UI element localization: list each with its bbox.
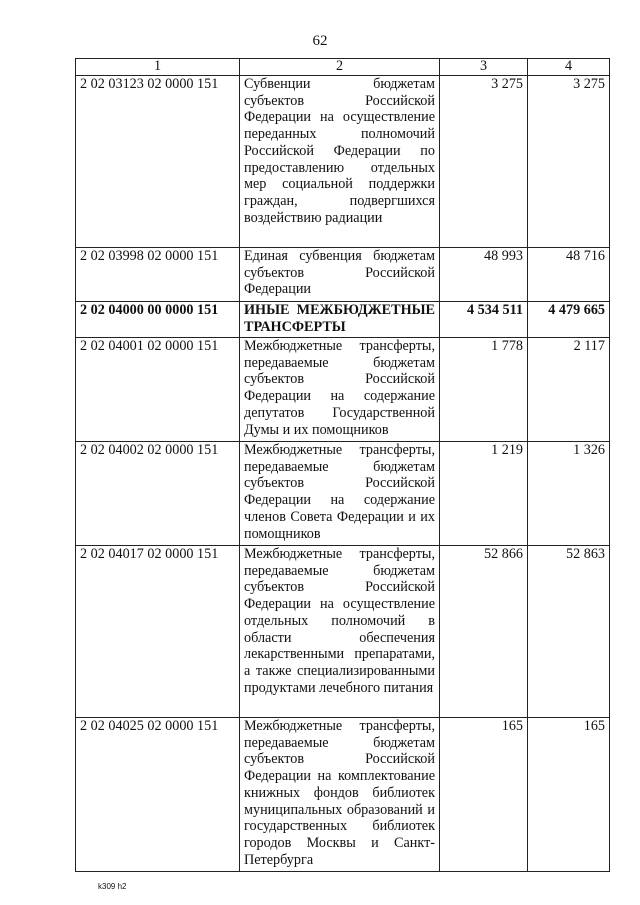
row-value-2: 165 [528,718,610,872]
row-code: 2 02 04002 02 0000 151 [76,442,240,546]
row-value-1: 48 993 [440,248,528,302]
table-row [76,442,610,546]
row-value-2: 52 863 [528,546,610,718]
row-value-2: 2 117 [528,338,610,442]
column-header-3: 3 [440,59,528,76]
row-code: 2 02 04000 00 0000 151 [76,302,240,338]
row-value-1: 52 866 [440,546,528,718]
page-number: 62 [312,33,328,49]
table-row [76,302,610,338]
table-row [76,338,610,442]
row-name: Межбюджетные трансферты, передаваемые бюджетам субъектов Российской Федерации на содержание депутатов Государственной Думы и их помощников [240,338,440,442]
row-code: 2 02 04017 02 0000 151 [76,546,240,718]
table-row [76,546,610,718]
row-code: 2 02 03123 02 0000 151 [76,76,240,248]
budget-table [75,58,610,872]
row-name: Межбюджетные трансферты, передаваемые бюджетам субъектов Российской Федерации на осуществление отдельных полномочий в области обеспечения лекарственными препаратами, а также специализированными продуктами лечебного питания [240,546,440,718]
row-value-2: 4 479 665 [528,302,610,338]
table-row [76,76,610,248]
column-header-2: 2 [240,59,440,76]
row-value-1: 165 [440,718,528,872]
column-header-1: 1 [76,59,240,76]
row-name: Межбюджетные трансферты, передаваемые бюджетам субъектов Российской Федерации на содержание членов Совета Федерации и их помощников [240,442,440,546]
footer-code: k309 h2 [98,882,127,891]
row-name: Межбюджетные трансферты, передаваемые бюджетам субъектов Российской Федерации на комплектование книжных фондов библиотек муниципальных образований и государственных библиотек городов Москвы и Санкт-Петербурга [240,718,440,872]
table-row [76,718,610,872]
row-value-2: 3 275 [528,76,610,248]
row-value-1: 4 534 511 [440,302,528,338]
row-value-1: 1 219 [440,442,528,546]
row-code: 2 02 04025 02 0000 151 [76,718,240,872]
table-header-row [76,59,610,76]
row-code: 2 02 04001 02 0000 151 [76,338,240,442]
row-value-1: 1 778 [440,338,528,442]
row-value-2: 48 716 [528,248,610,302]
row-code: 2 02 03998 02 0000 151 [76,248,240,302]
row-name: ИНЫЕ МЕЖБЮДЖЕТНЫЕ ТРАНСФЕРТЫ [240,302,440,338]
row-value-1: 3 275 [440,76,528,248]
column-header-4: 4 [528,59,610,76]
row-name: Субвенции бюджетам субъектов Российской Федерации на осуществление переданных полномочий Российской Федерации по предоставлению отдельных мер социальной поддержки граждан, подвергшихся воздействию радиации [240,76,440,248]
table-row [76,248,610,302]
row-name: Единая субвенция бюджетам субъектов Российской Федерации [240,248,440,302]
row-value-2: 1 326 [528,442,610,546]
